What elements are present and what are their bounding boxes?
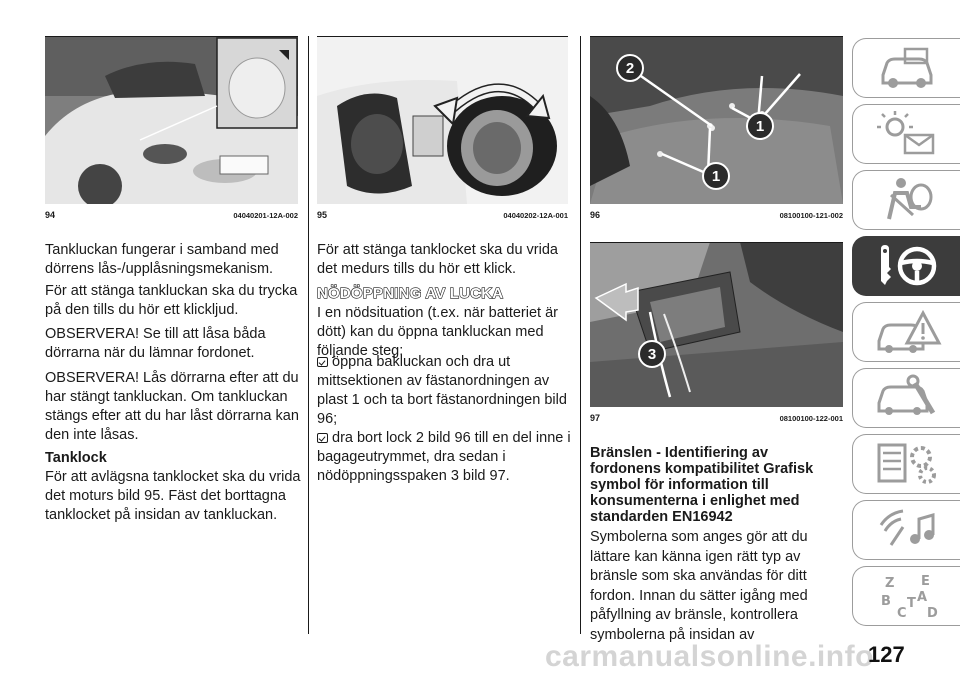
col3-heading-fuel-identification: Bränslen - Identifiering av fordonens kompatibilitet Grafisk symbol för information till konsumenterna i enlighet med standarden EN16942 [590, 445, 814, 525]
svg-text:C: C [896, 606, 907, 621]
tab-car-dashboard[interactable] [852, 38, 960, 98]
svg-text:Z: Z [884, 576, 894, 591]
col1-paragraph-1: Tankluckan fungerar i samband med dörrens lås-/upplåsningsmekanism. [45, 242, 279, 277]
svg-text:E: E [920, 574, 930, 589]
figure-97-image [590, 242, 843, 407]
figure-94-image [45, 36, 298, 204]
multimedia-icon [871, 505, 943, 555]
col2-bullet-2-text: dra bort lock 2 bild 96 till en del inne i bagageutrymmet, dra sedan i nödöppningsspaken 3 bild 97. [317, 430, 571, 484]
col1-heading-tanklock: Tanklock [45, 450, 107, 466]
figure-96-rule [590, 36, 843, 37]
col2-paragraph-2: I en nödsituation (t.ex. när batteriet är dött) kan du öppna tankluckan med följande steg: [317, 305, 558, 359]
callout-3: 3 [638, 340, 666, 368]
col2-bullet-1 [317, 353, 575, 429]
car-dashboard-icon [871, 43, 943, 93]
figure-95-rule [317, 36, 568, 37]
index-icon [871, 571, 943, 621]
svg-text:T: T [906, 596, 916, 611]
figure-97-rule [590, 242, 843, 243]
tab-safety[interactable] [852, 170, 960, 230]
col2-heading-nodoppning: NÖDÖPPNING AV LUCKA [317, 285, 504, 302]
tab-technical-data[interactable] [852, 434, 960, 494]
figure-96-number: 96 [590, 210, 601, 220]
page-number: 127 [868, 642, 905, 667]
figure-94-number: 94 [45, 210, 56, 220]
figure-95-caption [317, 210, 568, 220]
figure-96-code: 08100100-121-002 [779, 210, 843, 220]
figure-95-image [317, 36, 568, 204]
figure-97-number: 97 [590, 413, 601, 423]
callout-1a: 1 [746, 112, 774, 140]
figure-97-code: 08100100-122-001 [779, 413, 843, 423]
technical-data-icon [871, 439, 943, 489]
figure-94-code: 04040201-12A-002 [233, 210, 298, 220]
figure-94-rule [45, 36, 298, 37]
watermark: carmanualsonline.info [545, 640, 874, 673]
callout-1b: 1 [702, 162, 730, 190]
figure-95-code: 04040202-12A-001 [503, 210, 568, 220]
col1-paragraph-4: OBSERVERA! Lås dörrarna efter att du har stängt tankluckan. Om tankluckan stängs efter att du har låst dörrarna kan den inte låsas. [45, 370, 299, 443]
column-divider-1 [308, 36, 309, 634]
checkbox-bullet-icon [317, 357, 328, 367]
callout-2: 2 [616, 54, 644, 82]
figure-95-number: 95 [317, 210, 328, 220]
col3-paragraph-1: Symbolerna som anges gör att du lättare kan känna igen rätt typ av bränsle som ska användas för ditt fordon. Innan du sätter igång med påfyllning av bränsle, kontrollera symbolerna på insidan av [590, 529, 808, 643]
checkbox-bullet-icon [317, 433, 328, 443]
col2-bullet-2 [317, 429, 575, 486]
figure-94-caption [45, 210, 298, 220]
tab-starting-driving[interactable] [852, 236, 960, 296]
svg-text:D: D [926, 606, 938, 621]
figure-96-caption [590, 210, 843, 220]
safety-airbag-icon [871, 175, 943, 225]
warning-lights-icon [871, 109, 943, 159]
emergency-icon [871, 307, 943, 357]
svg-text:A: A [916, 590, 927, 605]
col2-paragraph-1: För att stänga tanklocket ska du vrida det medurs tills du hör ett klick. [317, 242, 558, 277]
column-divider-2 [580, 36, 581, 634]
figure-97-caption [590, 413, 843, 423]
maintenance-icon [871, 373, 943, 423]
tab-warning-lights[interactable] [852, 104, 960, 164]
tab-maintenance[interactable] [852, 368, 960, 428]
col2-bullet-1-text: öppna bakluckan och dra ut mittsektionen av fästanordningen av plast 1 och ta bort fästanordningen bild 96; [317, 354, 567, 427]
col1-paragraph-5: För att avlägsna tanklocket ska du vrida det moturs bild 95. Fäst det borttagna tanklocket på insidan av tankluckan. [45, 469, 301, 523]
starting-driving-icon [871, 241, 943, 291]
col1-paragraph-2: För att stänga tankluckan ska du trycka på den tills du hör ett klickljud. [45, 283, 298, 318]
tab-emergency[interactable] [852, 302, 960, 362]
col1-paragraph-3: OBSERVERA! Se till att låsa båda dörrarna när du lämnar fordonet. [45, 326, 266, 361]
svg-text:B: B [880, 594, 891, 609]
figure-96-image [590, 36, 843, 204]
tab-multimedia[interactable] [852, 500, 960, 560]
tab-index[interactable] [852, 566, 960, 626]
